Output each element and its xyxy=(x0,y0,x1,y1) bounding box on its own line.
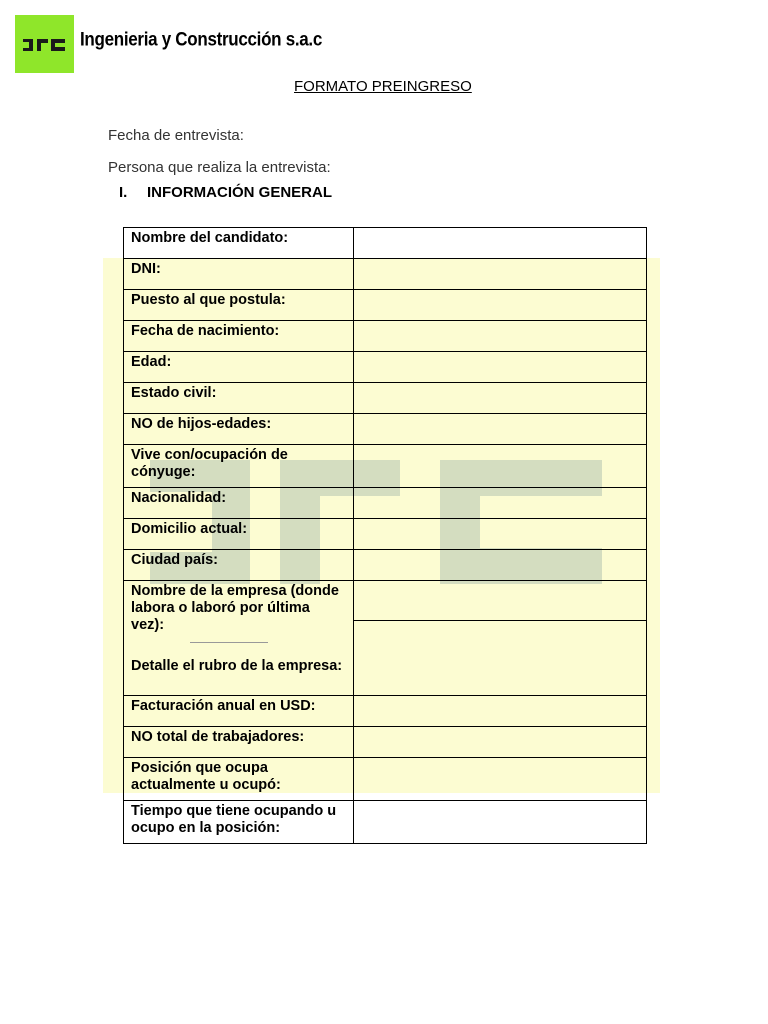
table-row xyxy=(124,290,647,321)
table-row xyxy=(124,228,647,259)
field-label: Vive con/ocupación de cónyuge: xyxy=(124,445,354,488)
field-value[interactable] xyxy=(354,727,647,758)
table-row xyxy=(124,259,647,290)
jrc-logo-icon xyxy=(15,15,74,73)
field-value[interactable] xyxy=(354,621,647,696)
field-label: Detalle el rubro de la empresa: xyxy=(131,658,343,674)
field-label: Ciudad país: xyxy=(124,550,354,581)
field-value[interactable] xyxy=(354,228,647,259)
company-field-label xyxy=(124,581,354,696)
field-label: Facturación anual en USD: xyxy=(124,696,354,727)
field-value[interactable] xyxy=(354,581,647,621)
company-name: Ingenieria y Construcción s.a.c xyxy=(80,28,322,50)
table-row xyxy=(124,758,647,801)
table-row xyxy=(124,352,647,383)
field-label: Nacionalidad: xyxy=(124,488,354,519)
table-row xyxy=(124,696,647,727)
table-row xyxy=(124,383,647,414)
field-label: Domicilio actual: xyxy=(124,519,354,550)
table-row xyxy=(124,581,647,621)
table-row xyxy=(124,801,647,844)
company-logo xyxy=(15,15,74,73)
field-label: Nombre del candidato: xyxy=(124,228,354,259)
field-value[interactable] xyxy=(354,696,647,727)
field-value[interactable] xyxy=(354,758,647,801)
field-value[interactable] xyxy=(354,550,647,581)
field-value[interactable] xyxy=(354,383,647,414)
field-value[interactable] xyxy=(354,801,647,844)
document-title: FORMATO PREINGRESO xyxy=(294,78,472,95)
divider xyxy=(190,642,268,643)
field-label: Edad: xyxy=(124,352,354,383)
field-label: Posición que ocupa actualmente u ocupó: xyxy=(124,758,354,801)
table-row xyxy=(124,445,647,488)
section-number: I. xyxy=(119,184,128,201)
table-row xyxy=(124,414,647,445)
interviewer-label: Persona que realiza la entrevista: xyxy=(108,159,331,176)
field-value[interactable] xyxy=(354,445,647,488)
table-row xyxy=(124,519,647,550)
section-heading xyxy=(119,184,332,201)
field-label: DNI: xyxy=(124,259,354,290)
field-value[interactable] xyxy=(354,321,647,352)
field-value[interactable] xyxy=(354,259,647,290)
table-row xyxy=(124,488,647,519)
field-label: Estado civil: xyxy=(124,383,354,414)
field-value[interactable] xyxy=(354,488,647,519)
field-label: Nombre de la empresa (donde labora o laboró por última vez): xyxy=(131,583,339,633)
field-label: NO de hijos-edades: xyxy=(124,414,354,445)
interview-date-label: Fecha de entrevista: xyxy=(108,127,244,144)
field-label: Puesto al que postula: xyxy=(124,290,354,321)
field-label: Tiempo que tiene ocupando u ocupo en la posición: xyxy=(124,801,354,844)
general-information-table xyxy=(123,227,647,844)
table-row xyxy=(124,727,647,758)
field-value[interactable] xyxy=(354,352,647,383)
field-label: NO total de trabajadores: xyxy=(124,727,354,758)
field-value[interactable] xyxy=(354,414,647,445)
table-row xyxy=(124,550,647,581)
table-row xyxy=(124,321,647,352)
section-title: INFORMACIÓN GENERAL xyxy=(147,184,332,201)
field-label: Fecha de nacimiento: xyxy=(124,321,354,352)
field-value[interactable] xyxy=(354,519,647,550)
field-value[interactable] xyxy=(354,290,647,321)
